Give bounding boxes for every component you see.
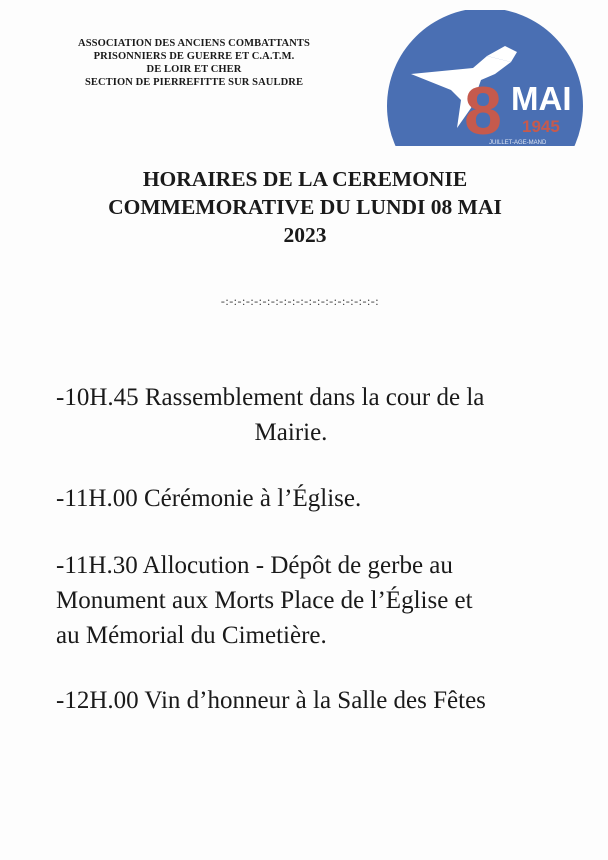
decorative-separator: -:-:-:-:-:-:-:-:-:-:-:-:-:-:-:-:-:-:-: <box>220 294 380 308</box>
title-line: HORAIRES DE LA CEREMONIE <box>142 167 468 191</box>
schedule-item-1130 <box>56 548 556 653</box>
title-line: COMMEMORATIVE DU LUNDI 08 MAI <box>108 195 502 219</box>
logo-year: 1945 <box>522 117 560 136</box>
schedule-line: au Mémorial du Cimetière. <box>56 622 327 649</box>
association-header <box>48 37 340 89</box>
schedule-line: -11H.30 Allocution - Dépôt de gerbe au <box>56 552 453 579</box>
schedule-line: -11H.00 Cérémonie à l’Église. <box>56 485 362 512</box>
association-line: DE LOIR ET CHER <box>146 64 242 75</box>
document-title <box>40 165 570 249</box>
schedule-line: Monument aux Morts Place de l’Église et <box>56 587 473 614</box>
schedule-item-1045 <box>56 380 556 450</box>
schedule-item-1100 <box>56 481 556 516</box>
schedule-line: Mairie. <box>254 419 328 446</box>
association-line: ASSOCIATION DES ANCIENS COMBATTANTS <box>78 38 310 49</box>
schedule-line: -10H.45 Rassemblement dans la cour de la <box>56 384 485 411</box>
logo-graphic <box>385 10 585 146</box>
logo-number: 8 <box>464 73 502 146</box>
logo-month: MAI <box>511 80 572 117</box>
logo-caption: JUILLET-AGE-MAND <box>489 140 547 146</box>
8-mai-1945-logo <box>385 10 585 146</box>
association-line: PRISONNIERS DE GUERRE ET C.A.T.M. <box>93 51 295 62</box>
title-line: 2023 <box>283 223 327 247</box>
schedule-item-1200 <box>56 683 556 718</box>
ceremony-schedule <box>56 380 556 718</box>
schedule-line: -12H.00 Vin d’honneur à la Salle des Fêtes <box>56 687 486 714</box>
association-line: SECTION DE PIERREFITTE SUR SAULDRE <box>84 77 304 88</box>
